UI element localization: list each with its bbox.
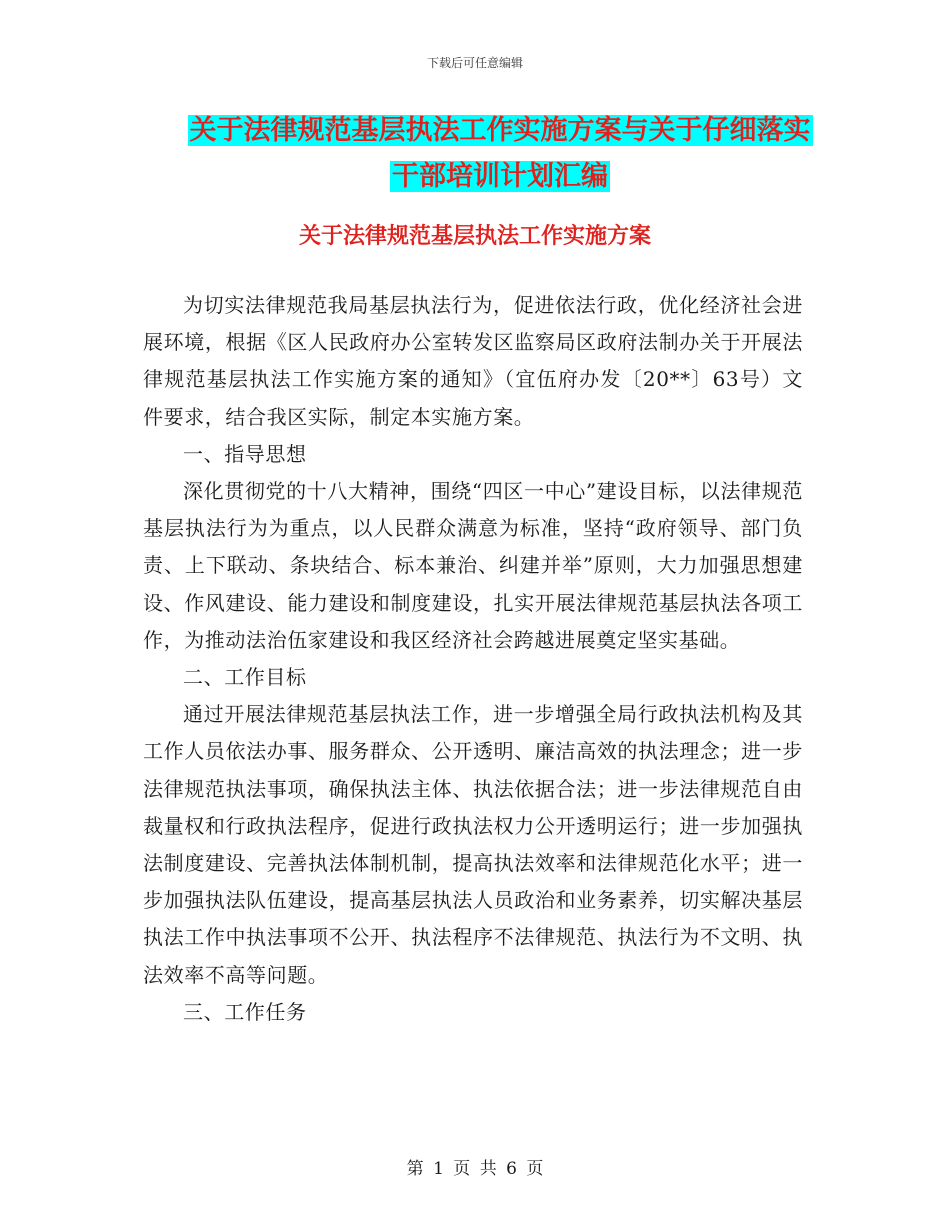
document-body [143, 287, 803, 1031]
heading-work-tasks: 三、工作任务 [183, 999, 307, 1024]
paragraph-guiding-ideology: 深化贯彻党的十八大精神，围绕“四区一中心”建设目标，以法律规范基层执法行为为重点，以人民群众满意为标准，坚持“政府领导、部门负责、上下联动、条块结合、标本兼治、纠建并举”原则，大力加强思想建设、作风建设、能力建设和制度建设，扎实开展法律规范基层执法各项工作，为推动法治伍家建设和我区经济社会跨越进展奠定坚实基础。 [143, 479, 803, 652]
heading-guiding-ideology: 一、指导思想 [183, 441, 307, 466]
page-footer: 第 1 页 共 6 页 [406, 1159, 544, 1179]
heading-work-goals: 二、工作目标 [183, 665, 307, 690]
document-title-line-2: 干部培训计划汇编 [392, 161, 608, 192]
paragraph-intro: 为切实法律规范我局基层执法行为，促进依法行政，优化经济社会进展环境，根据《区人民政府办公室转发区监察局区政府法制办关于开展法律规范基层执法工作实施方案的通知》（宜伍府办发〔20**〕63号）文件要求，结合我区实际，制定本实施方案。 [143, 293, 803, 429]
document-title-line-1: 关于法律规范基层执法工作实施方案与关于仔细落实 [189, 115, 811, 146]
section-title: 关于法律规范基层执法工作实施方案 [298, 224, 651, 249]
paragraph-work-goals: 通过开展法律规范基层执法工作，进一步增强全局行政执法机构及其工作人员依法办事、服务群众、公开透明、廉洁高效的执法理念；进一步法律规范执法事项，确保执法主体、执法依据合法；进一步法律规范自由裁量权和行政执法程序，促进行政执法权力公开透明运行；进一步加强执法制度建设、完善执法体制机制，提高执法效率和法律规范化水平；进一步加强执法队伍建设，提高基层执法人员政治和业务素养，切实解决基层执法工作中执法事项不公开、执法程序不法律规范、执法行为不文明、执法效率不高等问题。 [143, 702, 803, 987]
document-title [150, 108, 850, 200]
header-note: 下载后可任意编辑 [426, 56, 523, 70]
